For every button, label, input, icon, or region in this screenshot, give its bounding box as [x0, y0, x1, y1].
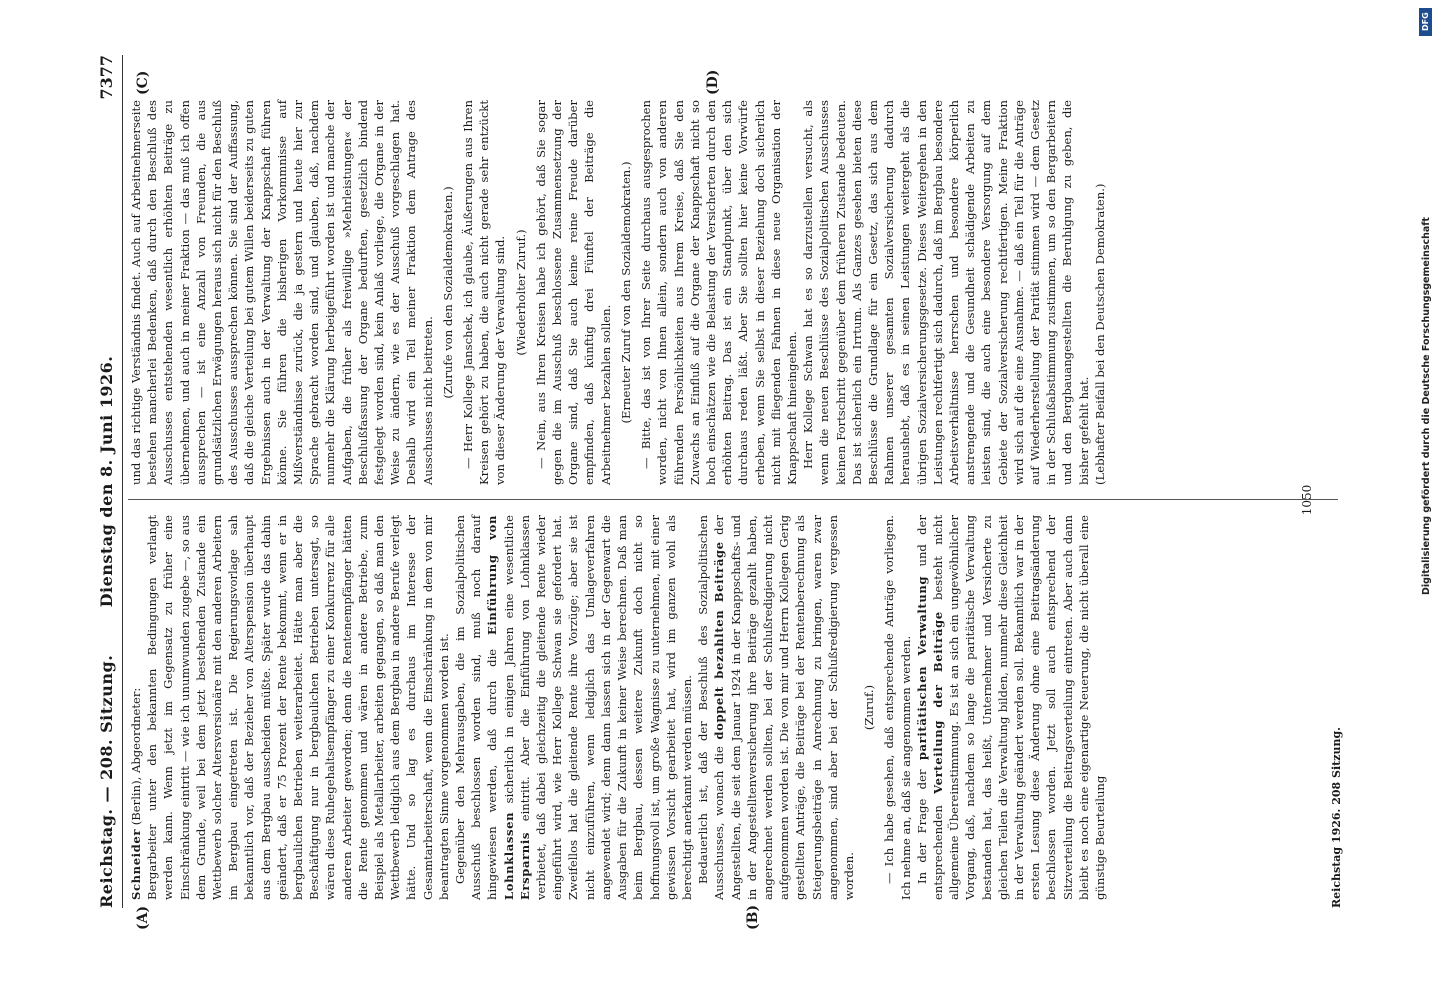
speech-paragraph: — Bitte, das ist von Ihrer Seite durchaus ausgesprochen worden, nicht von Ihnen allein, sondern auch von anderen führenden Persönlichkeiten aus Ihrem Kreise, daß Sie den Zuwachs an Einfluß auf die Organe der Knappschaft nicht so hoch einschätzen wie die Belastung der Versicherten durch den erhöhten Beitrag. Das ist ein Standpunkt, über den sich durchaus reden läßt. Aber Sie sollten hier keine Vorwürfe erheben, wenn Sie selbst in dieser Beziehung doch sicherlich nicht mit fliegenden Fahnen in diese neue Organisation der Knappschaft hineingehen. — [639, 100, 799, 485]
margin-marker-b: (B) — [745, 904, 761, 930]
header-date: Dienstag den 8. Juni 1926. — [97, 355, 116, 608]
speech-paragraph: — Herr Kollege Janschek, ich glaube, Äußerungen aus Ihren Kreisen gehört zu haben, die auch nicht gerade sehr entzückt von dieser Änderung der Verwaltung sind. — [461, 100, 508, 485]
digitization-credit: Digitalisierung gefördert durch die Deutsche Forschungsgemeinschaft — [1421, 217, 1432, 595]
interjection: (Zurufe von den Sozialdemokraten.) — [440, 186, 455, 399]
speech-paragraph: Herr Kollege Schwan hat es so darzustellen versucht, als wenn die neuen Beschlüsse des Sozialpolitischen Ausschusses keinen Fortschritt gegenüber dem früheren Zustande bedeuten. Das ist sicherlich ein Irrtum. Als Ganzes gesehen bieten diese Beschlüsse die Grundlage für ein Gesetz, das sich aus dem Rahmen unserer gesamten Sozialversicherung dadurch heraushebt, daß es in seinen Leistungen weitergeht als die übrigen Sozialversicherungsgesetze. Dieses Weitergehen in den Leistungen rechtfertigt sich dadurch, daß im Bergbau besondere Arbeitsverhältnisse herrschen und besondere körperlich anstrengende und die Gesundheit schädigende Arbeiten zu leisten sind, die auch eine besondere Versorgung auf dem Gebiete der Sozialversicherung rechtfertigen. Meine Fraktion wird sich auf die eine Ausnahme. — daß ein Teil für die Anträge auf Wiederherstellung der Parität stimmen wird — dem Gesetz in der Schlußabstimmung zustimmen, um so den Bergarbeitern und den Bergbauangestellten die Beruhigung zu geben, die bisher gefehlt hat. — [801, 100, 1091, 485]
footer-session: Reichstag 1926. 208 Sitzung. — [1330, 727, 1343, 908]
footer-sheet-number: 1050 — [1300, 484, 1314, 516]
left-column — [128, 515, 1108, 900]
dfg-logo: DFG — [1419, 8, 1432, 36]
speech-paragraph: und das richtige Verständnis findet. Auch auf Arbeitnehmerseite bestehen mancherlei Bedenken, daß durch den Beschluß des Ausschusses entstehenden wesentlich erhöhten Beiträge zu übernehmen, und auch in meiner Fraktion — das muß ich offen aussprechen — ist eine Anzahl von Freunden, die aus grundsätzlichen Erwägungen heraus sich nicht für den Beschluß des Ausschusses aussprechen können. Sie sind der Auffassung, daß die gleiche Verteilung bei gutem Willen beiderseits zu guten Ergebnissen auch in der Verwaltung der Knappschaft führen könne. Sie führen die bisherigen Vorkommnisse auf Mißverständnisse zurück, die ja gestern und heute hier zur Sprache gebracht worden sind, und glauben, daß, nachdem nunmehr die Klärung herbeigeführt worden ist und manche der Aufgaben, die früher als freiwillige »Mehrleistungen« der Beschlußfassung der Organe bedurften, gesetzlich bindend festgelegt worden sind, kein Anlaß vorliege, die Organe in der Weise zu ändern, wie es der Ausschuß vorgeschlagen hat. Deshalb wird ein Teil meiner Fraktion dem Antrage des Ausschusses nicht beitreten. — [129, 100, 435, 485]
margin-marker-c: (C) — [135, 70, 151, 95]
interjection: (Erneuter Zuruf von den Sozialdemokraten.) — [618, 161, 633, 424]
interjection: (Wiederholter Zuruf.) — [513, 229, 528, 356]
page-number: 7377 — [97, 55, 116, 100]
speech-paragraph: Gegenüber den Mehrausgaben, die im Sozialpolitischen Ausschuß beschlossen worden sind, muß noch darauf hingewiesen werden, daß durch die Einführung von Lohnklassen sicherlich in einigen Jahren eine wesentliche Ersparnis eintritt. Aber die Einführung von Lohnklassen verbietet, daß dabei gleichzeitig die gleitende Rente wieder eingeführt wird, wie Herr Kollege Schwan sie gefordert hat. Zweifellos hat die gleitende Rente ihre Vorzüge; aber sie ist nicht einzuführen, wenn lediglich das Umlageverfahren angewendet wird; denn dann lassen sich in der Gegenwart die Ausgaben für die Zukunft in keiner Weise berechnen. Daß man beim Bergbau, dessen weitere Zukunft doch nicht so hoffnungsvoll ist, um große Wagnisse zu unternehmen, mit einer gewissen Vorsicht gearbeitet hat, wird im ganzen wohl als berechtigt anerkannt werden müssen. — [453, 515, 694, 900]
speech-paragraph: Bedauerlich ist, daß der Beschluß des Sozialpolitischen Ausschusses, wonach die doppelt bezahlten Beiträge der Angestellten, die seit dem Januar 1924 in der Knappschafts- und in der Angestelltenversicherung ihre Beiträge gezahlt haben, angerechnet werden sollten, bei der Schlußredigierung nicht aufgenommen worden ist. Die von mir und Herrn Kollegen Gerig gestellten Anträge, die Beiträge bei der Rentenberechnung als Steigerungsbeiträge in Anrechnung zu bringen, waren zwar angenommen, sind aber bei der Schlußredigierung vergessen worden. — [696, 515, 856, 900]
column-divider — [128, 499, 1338, 500]
speech-paragraph: In der Frage der paritätischen Verwaltung und der entsprechenden Verteilung der Beiträge besteht nicht allgemeine Übereinstimmung. Es ist an sich ein ungewöhnlicher Vorgang, daß, nachdem so lange die paritätische Verwaltung bestanden hat, das heißt, Unternehmer und Versicherte zu gleichen Teilen die Verwaltung bilden, nunmehr diese Gleichheit in der Verwaltung geändert werden soll. Bekanntlich war in der ersten Lesung diese Änderung ohne eine Beitragsänderung beschlossen worden. Jetzt soll auch entsprechend der Sitzverteilung die Beitragsverteilung eintreten. Aber auch dann bleibt es noch eine eigenartige Neuerung, die nicht überall eine günstige Beurteilung — [914, 515, 1107, 900]
header-session: Reichstag. — 208. Sitzung. — [97, 654, 116, 908]
speaker-name: Schneider — [129, 828, 143, 900]
interjection: (Lebhafter Beifall bei den Deutschen Demokraten.) — [1092, 183, 1107, 485]
right-column — [128, 100, 1108, 485]
margin-marker-d: (D) — [705, 69, 721, 95]
interjection: (Zuruf.) — [862, 684, 877, 731]
speech-paragraph: — Nein, aus Ihren Kreisen habe ich gehört, daß Sie sogar gegen die im Ausschuß beschlossene Zusammensetzung der Organe sind, daß Sie auch keine reine Freude darüber empfinden, daß künftig drei Fünftel der Beiträge die Arbeitnehmer bezahlen sollen. — [533, 100, 613, 485]
page-header — [86, 55, 123, 908]
speech-paragraph: — Ich habe gesehen, daß entsprechende Anträge vorliegen. Ich nehme an, daß sie angenommen werden. — [882, 515, 913, 900]
margin-marker-a: (A) — [135, 905, 151, 930]
speech-paragraph: Bergarbeiter unter den bekannten Bedingungen verlangt werden kann. Wenn jetzt im Gegensatz zu früher eine Einschränkung eintritt — wie ich unumwunden zugebe —, so aus dem Grunde, weil bei dem jetzt bestehenden Zustande ein Wettbewerb solcher Altersversionäre mit den anderen Arbeitern im Bergbau eingetreten ist. Die Regierungsvorlage sah bekanntlich vor, daß der Bezieher von Alterspension überhaupt aus dem Bergbau ausscheiden müßte. Später wurde das dahin geändert, daß er 75 Prozent der Rente bekommt, wenn er in bergbaulichen Betrieben weiterarbeitet. Hätte man aber die Beschäftigung nur in bergbaulichen Betrieben untersagt, so wären diese Ruhegehaltsempfänger zu einer Konkurrenz für alle anderen Arbeiter geworden; denn die Rentenempfänger hätten die Rente genommen und wären in andere Betriebe, zum Beispiel als Metallarbeiter, arbeiten gegangen, so daß man den Wettbewerb lediglich aus dem Bergbau in andere Berufe verlegt hätte. Und so lag es durchaus im Interesse der Gesamtarbeiterschaft, wenn die Einschränkung in dem von mir beantragten Sinne vorgenommen worden ist. — [145, 515, 451, 900]
speech-paragraph: Schneider (Berlin), Abgeordneter: — [129, 687, 143, 900]
